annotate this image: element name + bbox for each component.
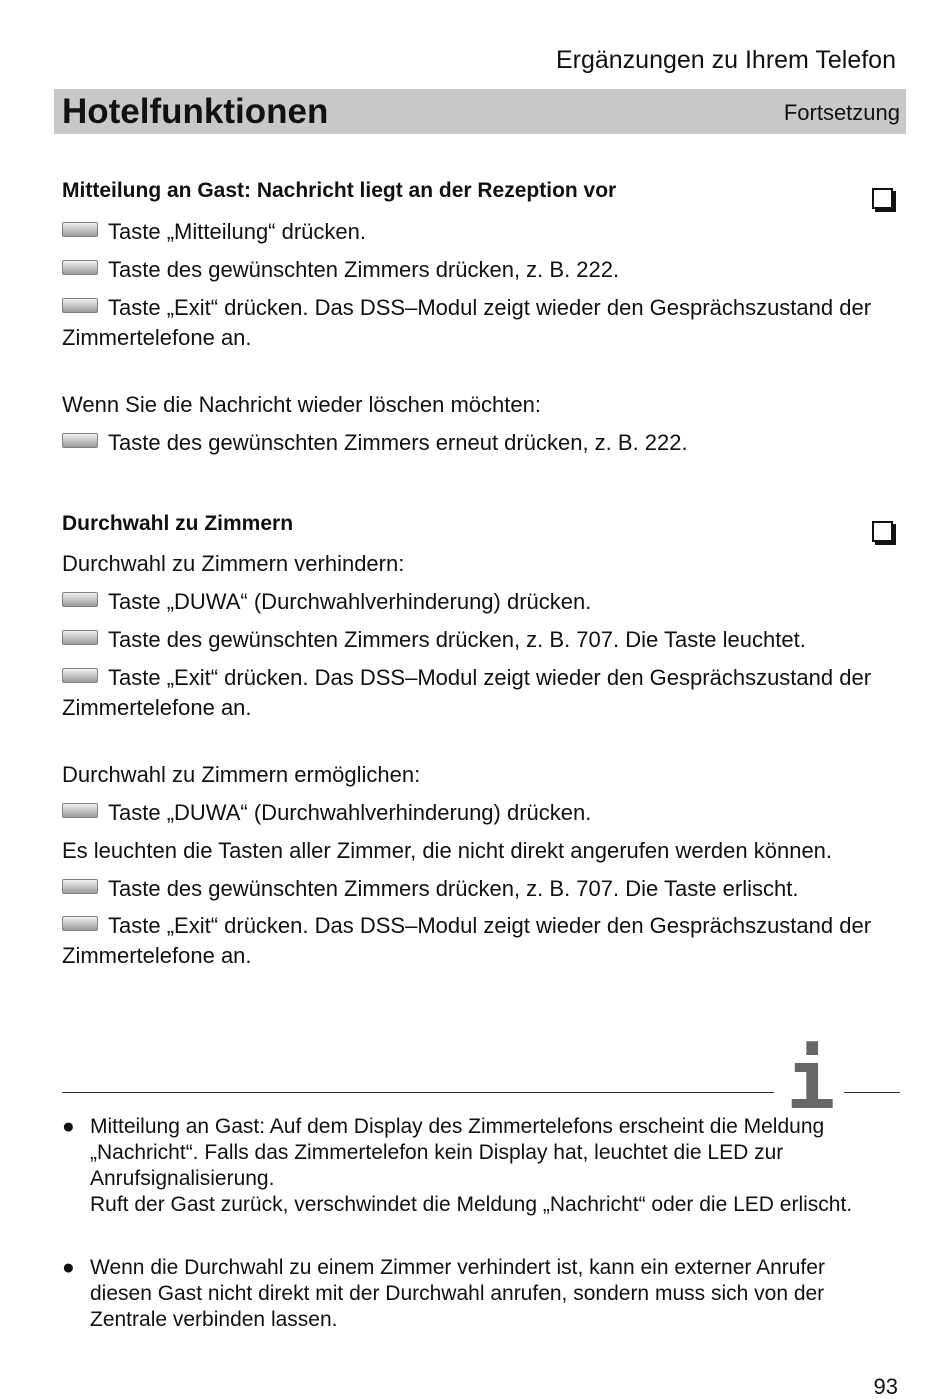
step-text: Taste „Exit“ drücken. Das DSS–Modul zeigt wieder den Gesprächszustand der Zimmertelefone an. [62,665,872,720]
step-item [62,911,902,971]
checkbox-icon [872,521,893,542]
step-item [62,430,688,456]
step-item [62,257,619,283]
section-heading-message: Mitteilung an Gast: Nachricht liegt an der Rezeption vor [62,179,617,202]
prevent-intro: Durchwahl zu Zimmern verhindern: [62,551,405,576]
checkbox-icon [872,188,893,209]
step-text: Taste des gewünschten Zimmers erneut drücken, z. B. 222. [108,430,688,455]
step-text: Taste des gewünschten Zimmers drücken, z. B. 707. Die Taste erlischt. [108,876,799,901]
key-icon [62,433,98,448]
step-item [62,627,806,653]
step-item [62,589,591,615]
continuation-label: Fortsetzung [783,100,900,125]
step-item [62,219,366,245]
key-icon [62,916,98,931]
section-heading-direct-dial: Durchwahl zu Zimmern [62,512,294,535]
key-icon [62,879,98,894]
bullet-icon: ● [62,1256,75,1279]
step-item [62,876,798,902]
info-bullet [62,1255,882,1333]
info-icon: i [786,1033,836,1128]
bullet-text: Ruft der Gast zurück, verschwindet die Meldung „Nachricht“ oder die LED erlischt. [90,1193,853,1216]
enable-intro: Durchwahl zu Zimmern ermöglichen: [62,762,421,787]
info-bullet [62,1114,882,1218]
step-text: Taste des gewünschten Zimmers drücken, z. B. 707. Die Taste leuchtet. [108,627,806,652]
bullet-icon: ● [62,1115,75,1138]
page-number: 93 [873,1374,898,1399]
key-icon [62,260,98,275]
key-icon [62,668,98,683]
key-icon [62,630,98,645]
step-text: Taste des gewünschten Zimmers drücken, z. B. 222. [108,257,620,282]
info-divider [844,1092,900,1093]
key-icon [62,803,98,818]
bullet-text: Wenn die Durchwahl zu einem Zimmer verhindert ist, kann ein externer Anrufer diesen Gast nicht direkt mit der Durchwahl anrufen, sondern muss sich von der Zentrale verbinden lassen. [90,1256,825,1331]
page-title: Hotelfunktionen [62,92,329,131]
enable-note: Es leuchten die Tasten aller Zimmer, die nicht direkt angerufen werden können. [62,838,833,863]
step-text: Taste „DUWA“ (Durchwahlverhinderung) drücken. [108,589,592,614]
chapter-header: Ergänzungen zu Ihrem Telefon [555,46,896,74]
info-divider [62,1092,774,1093]
step-item [62,293,902,353]
key-icon [62,592,98,607]
step-item [62,663,902,723]
key-icon [62,298,98,313]
step-item [62,800,591,826]
step-text: Taste „Exit“ drücken. Das DSS–Modul zeigt wieder den Gesprächszustand der Zimmertelefone an. [62,913,872,968]
delete-intro: Wenn Sie die Nachricht wieder löschen möchten: [62,392,541,417]
key-icon [62,222,98,237]
step-text: Taste „Exit“ drücken. Das DSS–Modul zeigt wieder den Gesprächszustand der Zimmertelefone an. [62,295,872,350]
bullet-text: Mitteilung an Gast: Auf dem Display des Zimmertelefons erscheint die Meldung „Nachricht“. Falls das Zimmertelefon kein Display hat, leuchtet die LED zur Anrufsignalisierung. [90,1115,825,1190]
step-text: Taste „DUWA“ (Durchwahlverhinderung) drücken. [108,800,592,825]
step-text: Taste „Mitteilung“ drücken. [108,219,366,244]
